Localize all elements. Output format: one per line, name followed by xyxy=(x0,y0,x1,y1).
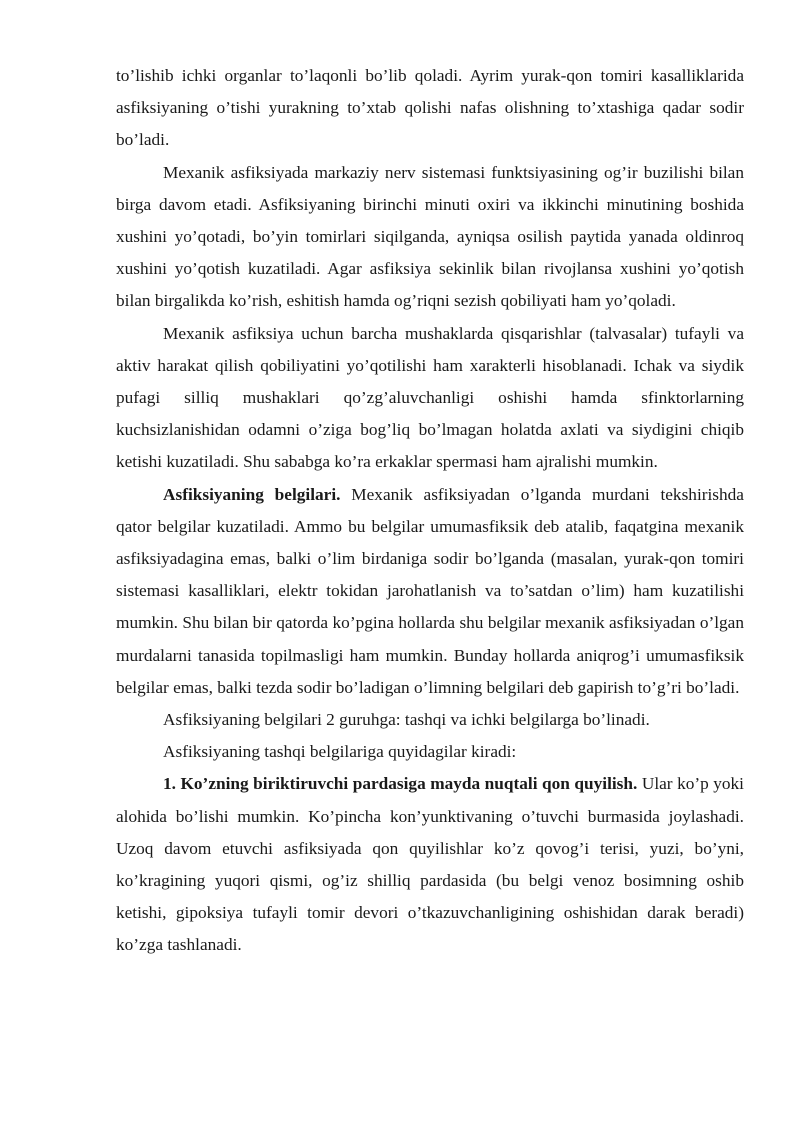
paragraph-cns-effects xyxy=(116,157,744,318)
list-item-heading: 1. Ko’zning biriktiruvchi pardasiga mayda nuqtali qon quyilish. xyxy=(163,774,638,794)
paragraph-text: Ular ko’p yoki alohida bo’lishi mumkin. Ko’pincha kon’yunktivaning o’tuvchi burmasida joylashadi. Uzoq davom etuvchi asfiksiyada qon quyilishlar ko’z qovog’i terisi, yuzi, bo’yni, ko’kragining yuqori qismi, og’iz shilliq pardasida (bu belgi venoz bosimning oshib ketishi, gipoksiya tufayli tomir devori o’tkazuvchanligining oshishidan darak beradi) ko’zga tashlanadi. xyxy=(116,774,744,955)
paragraph-text: Mexanik asfiksiyadan o’lganda murdani tekshirishda qator belgilar kuzatiladi. Ammo bu belgilar umumasfiksik deb atalib, faqatgina mexanik asfiksiyadagina emas, balki o’lim birdaniga sodir bo’lganda (masalan, yurak-qon tomiri sistemasi kasalliklari, elektr tokidan jarohatlanish va to’satdan o’lim) ham kuzatilishi mumkin. Shu bilan bir qatorda ko’pgina hollarda shu belgilar mexanik asfiksiyadan o’lgan murdalarni tanasida topilmasligi ham mumkin. Bunday hollarda aniqrog’i umumasfiksik belgilar emas, balki tezda sodir bo’ladigan o’limning belgilari deb gapirish to’g’ri bo’ladi. xyxy=(116,484,744,697)
paragraph-text: Mexanik asfiksiyada markaziy nerv sistemasi funktsiyasining og’ir buzilishi bilan birga davom etadi. Asfiksiyaning birinchi minuti oxiri va ikkinchi minutining boshida xushini yo’qotadi, bo’yin tomirlari siqilganda, ayniqsa osilish paytida yanada oldinroq xushini yo’qotish kuzatiladi. Agar asfiksiya sekinlik bilan rivojlansa xushini yo’qotish bilan birgalikda ko’rish, eshitish hamda og’riqni sezish qobiliyati ham yo’qoladi. xyxy=(116,162,744,311)
paragraph-text: to’lishib ichki organlar to’laqonli bo’lib qoladi. Ayrim yurak-qon tomiri kasalliklarida asfiksiyaning o’tishi yurakning to’xtab qolishi nafas olishning to’xtashiga qadar sodir bo’ladi. xyxy=(116,66,744,150)
paragraph-asphyxia-signs xyxy=(116,479,744,704)
paragraph-muscle-contractions xyxy=(116,318,744,479)
paragraph-text: Asfiksiyaning belgilari 2 guruhga: tashqi va ichki belgilarga bo’linadi. xyxy=(163,710,650,730)
document-page xyxy=(116,60,744,962)
paragraph-external-signs-intro xyxy=(116,736,744,768)
paragraph-sign-groups xyxy=(116,704,744,736)
paragraph-text: Mexanik asfiksiya uchun barcha mushaklarda qisqarishlar (talvasalar) tufayli va aktiv harakat qilish qobiliyatini yo’qotilishi ham xarakterli hisoblanadi. Ichak va siydik pufagi silliq mushaklari qo’zg’aluvchanligi oshishi hamda sfinktorlarning kuchsizlanishidan odamni o’ziga bog’liq bo’lmagan holatda axlati va siydigini chiqib ketishi kuzatiladi. Shu sababga ko’ra erkaklar spermasi ham ajralishi mumkin. xyxy=(116,323,744,472)
paragraph-text: Asfiksiyaning tashqi belgilariga quyidagilar kiradi: xyxy=(163,742,517,762)
paragraph-continuation xyxy=(116,60,744,157)
paragraph-sign-1 xyxy=(116,768,744,961)
section-heading: Asfiksiyaning belgilari. xyxy=(163,484,341,504)
